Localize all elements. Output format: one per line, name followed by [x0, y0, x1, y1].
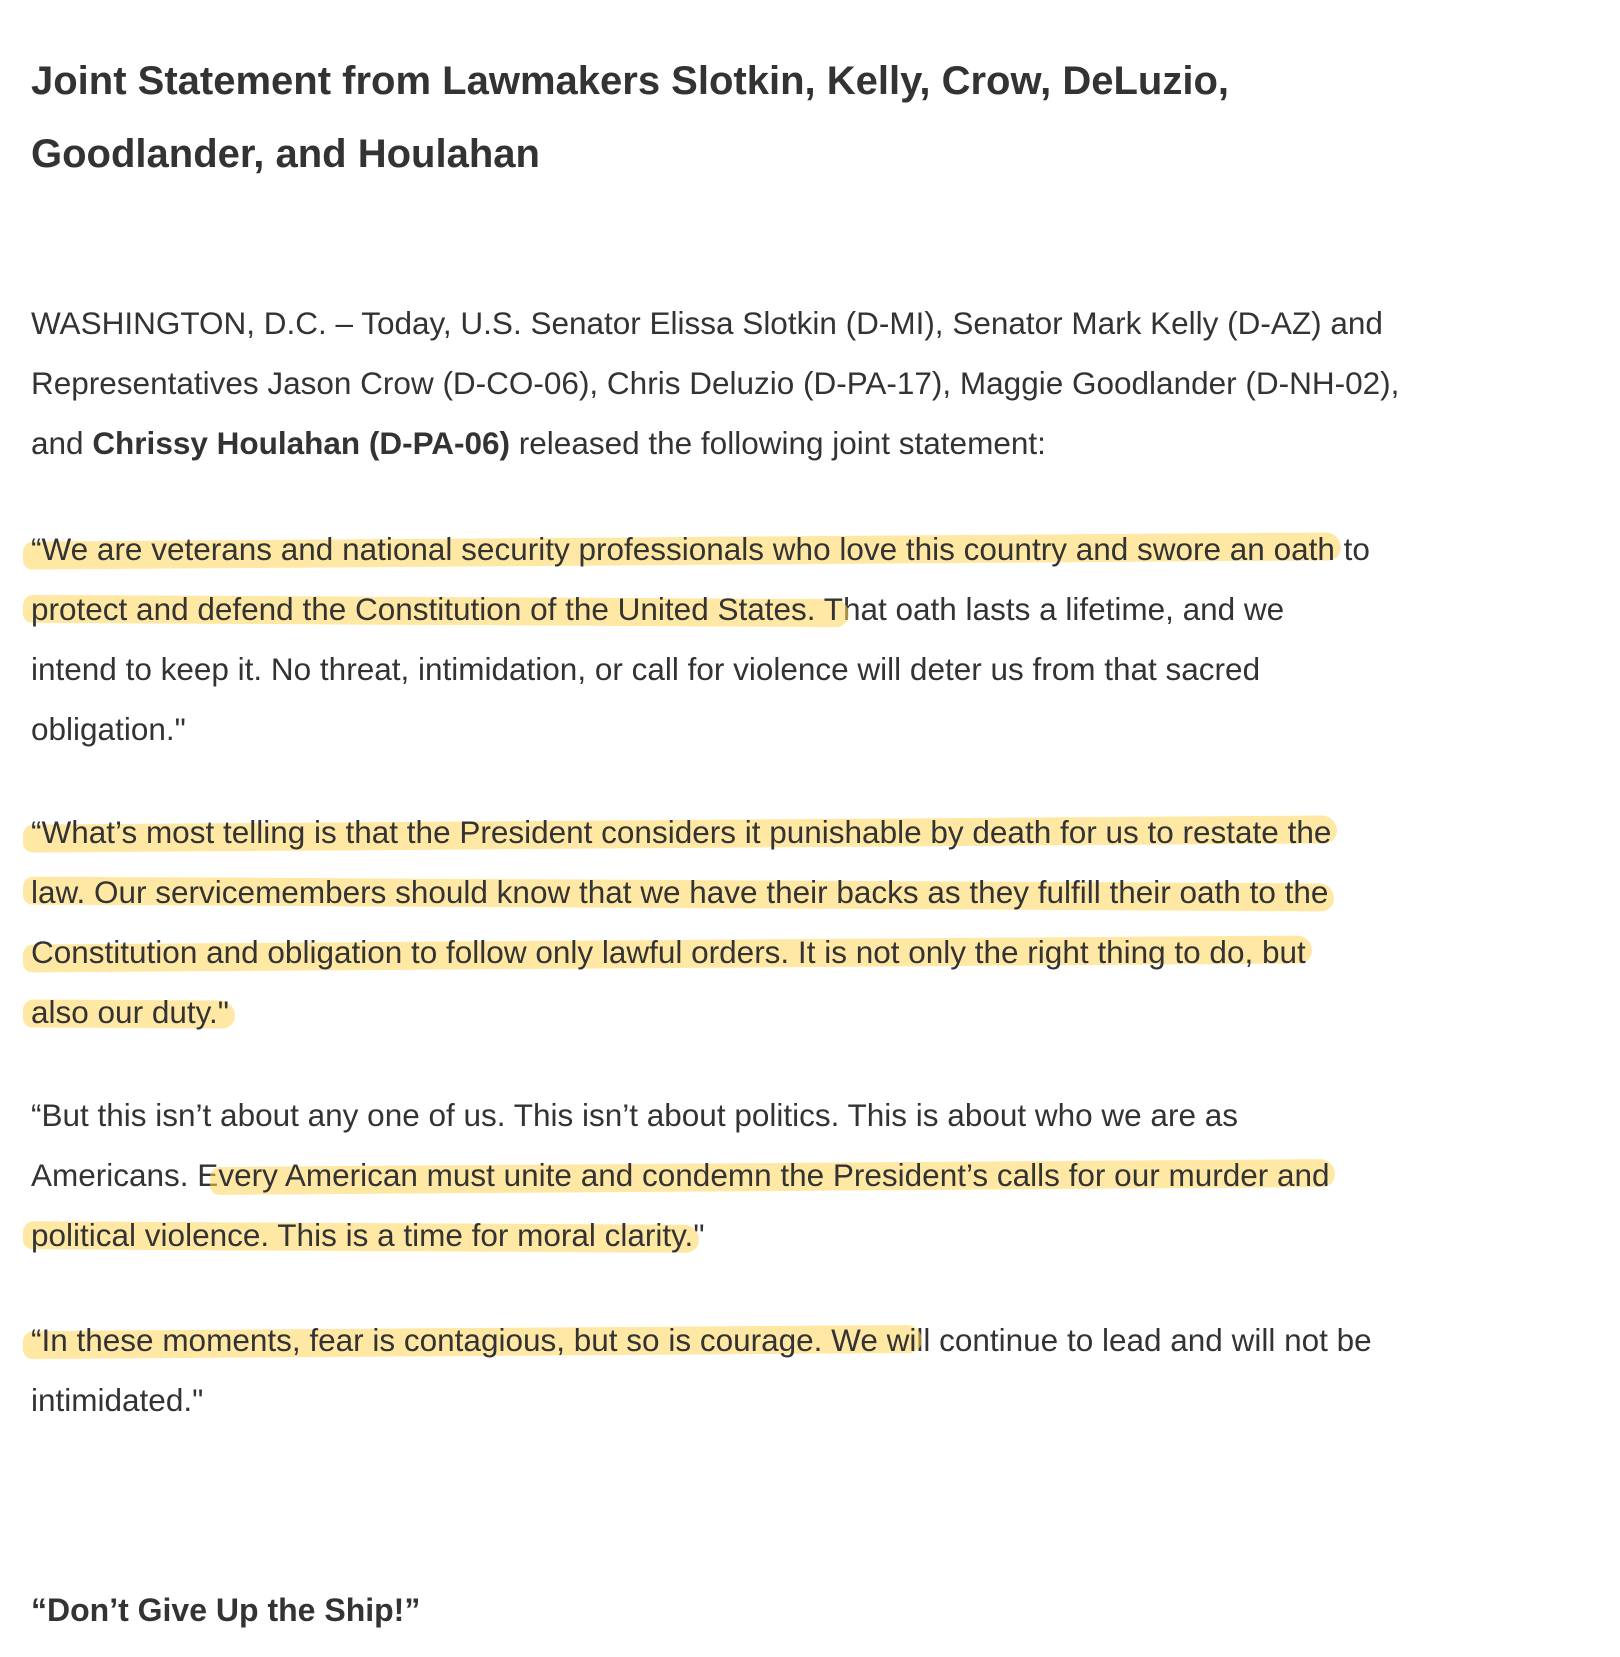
quote2-line-3	[31, 922, 1591, 982]
intro-line-2: Representatives Jason Crow (D-CO-06), Chris Deluzio (D-PA-17), Maggie Goodlander (D-NH-02),	[31, 365, 1400, 401]
quote3-line-2-start: Americans. E	[31, 1157, 219, 1193]
quote4-line-2: intimidated."	[31, 1382, 204, 1418]
quote1-line-2-rest: hat oath lasts a lifetime, and we	[842, 591, 1285, 627]
quote2-line-2	[31, 862, 1591, 922]
quote1-line-1	[31, 519, 1591, 579]
quote2-line-4	[31, 982, 1591, 1042]
highlight-mark: “We are veterans and national security professionals who love this country and swore an oath	[31, 531, 1335, 567]
title-line-2: Goodlander, and Houlahan	[31, 132, 540, 176]
highlight-mark: law. Our servicemembers should know that we have their backs as they fulfill their oath to the	[31, 874, 1329, 910]
highlight-mark: Constitution and obligation to follow only lawful orders. It is not only the right thing to do, but	[31, 934, 1306, 970]
quote2-line-1	[31, 802, 1591, 862]
highlight-mark: also our duty."	[31, 994, 229, 1030]
intro-line-3	[31, 413, 1591, 473]
quote1-line-1-rest: to	[1334, 531, 1370, 567]
quote-paragraph-2	[31, 802, 1591, 1042]
quote-paragraph-3	[31, 1085, 1591, 1265]
quote3-line-3-rest: "	[693, 1217, 705, 1253]
highlight-mark: “In these moments, fear is contagious, but so is courage. We wi	[31, 1322, 917, 1358]
quote3-line-2	[31, 1145, 1591, 1205]
quote4-line-1	[31, 1310, 1591, 1370]
quote1-line-2	[31, 579, 1591, 639]
highlight-mark: “What’s most telling is that the President considers it punishable by death for us to restate the	[31, 814, 1332, 850]
intro-paragraph	[31, 293, 1591, 473]
highlight-mark: very American must unite and condemn the President’s calls for our murder and	[218, 1157, 1330, 1193]
quote-paragraph-1	[31, 519, 1591, 759]
page-title	[31, 45, 1531, 191]
intro-line-3-end: released the following joint statement:	[510, 425, 1046, 461]
quote-paragraph-4	[31, 1310, 1591, 1430]
quote3-line-3	[31, 1205, 1591, 1265]
highlight-mark: protect and defend the Constitution of the United States. T	[31, 591, 843, 627]
quote3-line-1: “But this isn’t about any one of us. This isn’t about politics. This is about who we are as	[31, 1097, 1238, 1133]
quote1-line-3: intend to keep it. No threat, intimidation, or call for violence will deter us from that sacred	[31, 651, 1261, 687]
quote1-line-4: obligation."	[31, 711, 186, 747]
quote4-line-1-rest: ll continue to lead and will not be	[916, 1322, 1372, 1358]
intro-line-3-start: and	[31, 425, 93, 461]
intro-line-1: WASHINGTON, D.C. – Today, U.S. Senator Elissa Slotkin (D-MI), Senator Mark Kelly (D-AZ) and	[31, 305, 1383, 341]
closing-slogan: “Don’t Give Up the Ship!”	[31, 1592, 421, 1628]
houlahan-name-bold: Chrissy Houlahan (D-PA-06)	[92, 425, 511, 461]
highlight-mark: political violence. This is a time for moral clarity.	[31, 1217, 694, 1253]
title-line-1: Joint Statement from Lawmakers Slotkin, Kelly, Crow, DeLuzio,	[31, 59, 1230, 103]
